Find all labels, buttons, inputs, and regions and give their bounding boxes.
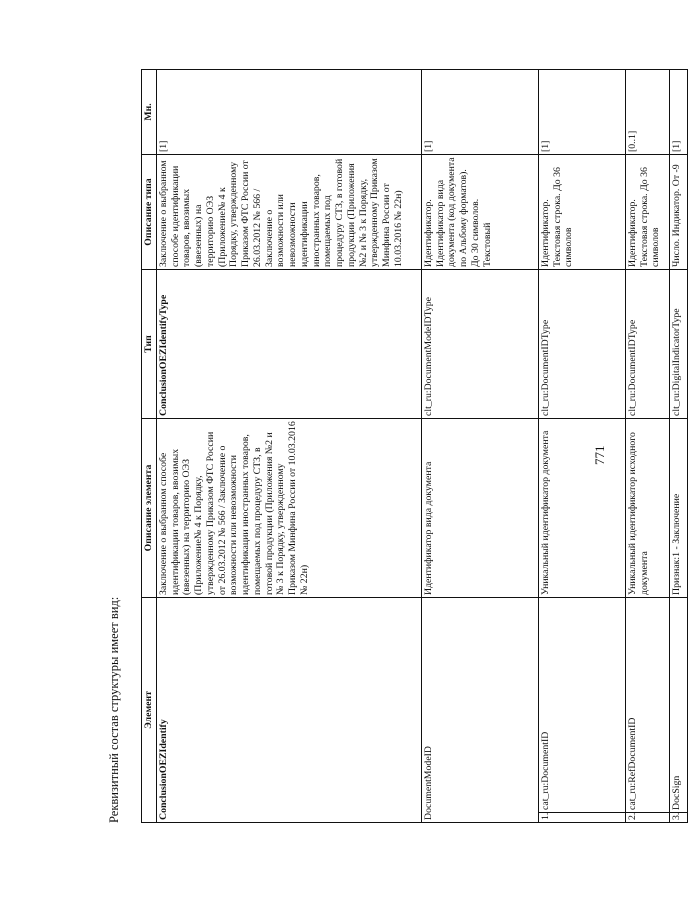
element-type-description: Идентификатор. Текстовая строка. До 36 символов: [625, 155, 669, 270]
row-number: 2.: [625, 813, 669, 823]
element-type-description: Идентификатор. Текстовая строка. До 36 символов: [538, 155, 625, 270]
table-row: [421, 70, 538, 823]
element-type: ConclusionOEZIdentifyType: [156, 270, 421, 419]
table-row: [156, 70, 421, 823]
element-name: DocumentModeID: [421, 598, 538, 823]
element-type: clt_ru:DocumentModeIDType: [421, 270, 538, 419]
element-name: ConclusionOEZIdentify: [156, 598, 421, 823]
element-type: clt_ru:DigitalIndicatorType: [669, 270, 687, 419]
header-type-description: Описание типа: [142, 155, 157, 270]
header-description: Описание элемента: [142, 419, 157, 598]
page-number: 771: [592, 445, 607, 465]
header-multiplicity: Мн.: [142, 70, 157, 155]
row-number: 3.: [669, 813, 687, 823]
element-multiplicity: [1]: [421, 70, 538, 155]
element-multiplicity: [0..1]: [625, 70, 669, 155]
header-type: Тип: [142, 270, 157, 419]
element-description: Уникальный идентификатор документа: [538, 419, 625, 598]
element-multiplicity: [1]: [156, 70, 421, 155]
element-multiplicity: [1]: [669, 70, 687, 155]
element-description: Идентификатор вида документа: [421, 419, 538, 598]
element-multiplicity: [1]: [538, 70, 625, 155]
element-type-description: Идентификатор. Идентификатор вида документа (код документа по Альбому форматов). До 30 символов. Текстовый: [421, 155, 538, 270]
element-name: cat_ru:DocumentID: [538, 598, 625, 813]
element-type: clt_ru:DocumentIDType: [625, 270, 669, 419]
element-description: Признак:1 - Заключение: [669, 419, 687, 598]
element-description: Уникальный идентификатор исходного документа: [625, 419, 669, 598]
intro-text: Реквизитный состав структуры имеет вид:: [107, 596, 121, 823]
table-row: [625, 70, 669, 823]
element-type-description: Число. Индикатор. От -9: [669, 155, 687, 270]
row-number: 1.: [538, 813, 625, 823]
element-description: Заключение о выбранном способе идентификации товаров, ввозимых (ввезенных) на территорию ОЭЗ (Приложение№ 4 к Порядку, утвержденному Приказом ФТС России от 26.03.2012 № 566 / Заключение о возможности или невозможности идентификации иностранных товаров, помещаемых под процедуру СТЗ, в готовой продукции (Приложения №2 и № 3 к Порядку, утвержденному Приказом Минфина России от 10.03.2016 № 22н): [156, 419, 421, 598]
element-name: DocSign: [669, 598, 687, 813]
table-row: [538, 70, 625, 823]
table-row: [669, 70, 687, 823]
element-type-description: Заключение о выбранном способе идентификации товаров, ввозимых (ввезенных) на территорию ОЭЗ (Приложение№ 4 к Порядку, утвержденному Приказом ФТС России от 26.03.2012 № 566 / Заключение о возможности или невозможности идентификации иностранных товаров, помещаемых под процедуру СТЗ, в готовой продукции (Приложения №2 и № 3 к Порядку, утвержденному Приказом Минфина России от 10.03.2016 № 22н): [156, 155, 421, 270]
header-element: Элемент: [142, 598, 157, 823]
structure-table: [141, 69, 688, 823]
header-row: [142, 70, 157, 823]
element-name: cat_ru:RefDocumentID: [625, 598, 669, 813]
element-type: clt_ru:DocumentIDType: [538, 270, 625, 419]
